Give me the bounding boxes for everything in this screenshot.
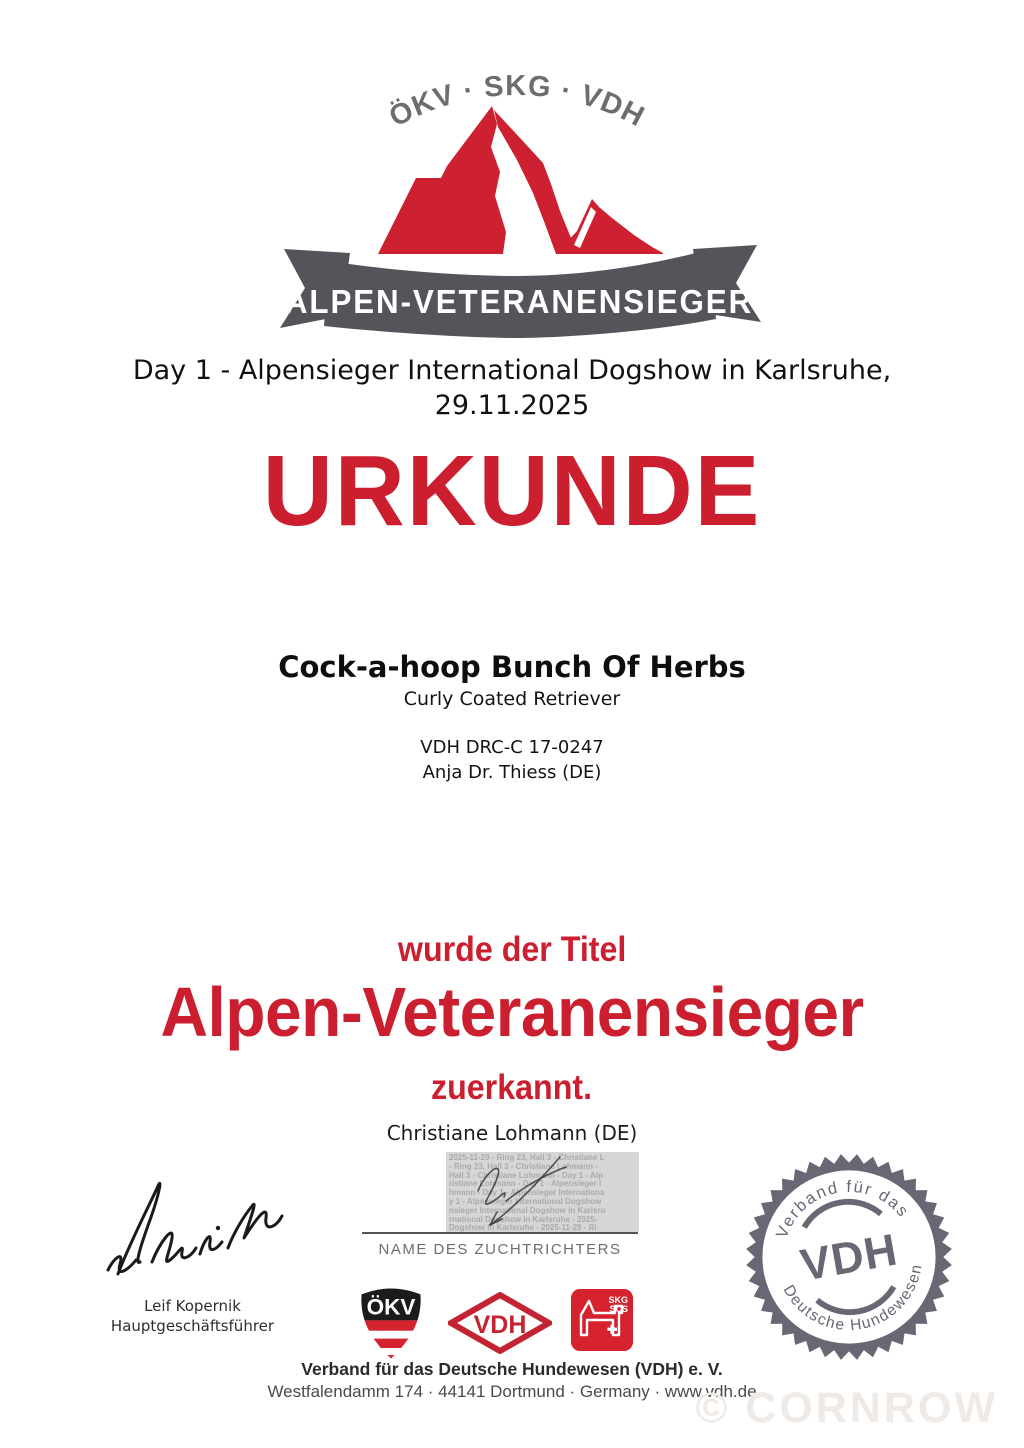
signatory-signature-icon — [98, 1172, 288, 1294]
award-outro-wrap — [0, 1068, 1024, 1108]
signatory-role: Hauptgeschäftsführer — [110, 1317, 275, 1335]
judge-signature-icon — [448, 1143, 638, 1243]
sig-watermark-line: ristiane Lohmann - Day 1 - Alpensieger I — [449, 1179, 602, 1189]
sig-watermark-line: Hall 3 - Christiane Lohmann - Day 1 - Alp — [449, 1170, 603, 1180]
signatory-name: Leif Kopernik — [144, 1297, 241, 1315]
stamp-top-text: Verband für das — [772, 1176, 914, 1241]
okv-logo-icon — [352, 1284, 430, 1362]
award-intro-wrap — [0, 930, 1024, 970]
show-line1: Day 1 - Alpensieger International Dogshow in Karlsruhe, — [132, 355, 892, 386]
dog-block — [0, 650, 1024, 783]
logo-arc-text-node — [384, 70, 650, 133]
footer-address: Westfalendamm 174 · 44141 Dortmund · Germany · www.vdh.de — [267, 1382, 757, 1401]
skg-logo-text-2: SCS — [609, 1304, 628, 1314]
dog-registration-number: VDH DRC-C 17-0247 — [420, 737, 604, 758]
dog-owner: Anja Dr. Thiess (DE) — [422, 762, 602, 783]
event-logo — [0, 0, 1024, 350]
sig-watermark-line: Dogshow in Karlsruhe - 2025-11-29 - Ri — [449, 1223, 597, 1232]
skg-logo-icon — [570, 1288, 634, 1352]
sig-watermark-line: hmann - Day 1 - Alpensieger Internationa — [449, 1188, 605, 1198]
sig-watermark-line: 2025-11-29 - Ring 23, Hall 3 - Christiane L — [449, 1153, 605, 1162]
judge-name: Christiane Lohmann (DE) — [386, 1121, 638, 1145]
sig-watermark-line: nsieger International Dogshow in Karlsru — [449, 1205, 606, 1215]
banner-text: ALPEN-VETERANENSIEGER — [284, 283, 754, 321]
award-title-wrap — [0, 973, 1024, 1051]
award-outro: zuerkannt. — [431, 1068, 593, 1107]
stamp-center-text: VDH — [796, 1224, 902, 1291]
dog-breed: Curly Coated Retriever — [403, 688, 621, 710]
sig-watermark-line: - Ring 23, Hall 3 - Christiane Lohmann - — [449, 1161, 598, 1171]
certificate-title-wrap — [0, 435, 1024, 547]
vdh-diamond-text: VDH — [473, 1311, 527, 1339]
judge-signature-rule — [362, 1232, 638, 1234]
sig-watermark-line: y 1 - Alpensieger International Dogshow — [449, 1196, 602, 1206]
skg-logo-text-1: SKG — [608, 1295, 628, 1305]
sig-watermark-line: rnational Dogshow in Karlsruhe - 2025- — [449, 1214, 598, 1224]
okv-logo-text: ÖKV — [366, 1294, 416, 1320]
stamp-bottom-text: Deutsche Hundewesen — [779, 1262, 926, 1335]
copyright-watermark: © CORNROW — [695, 1384, 998, 1432]
footer-organization: Verband für das Deutsche Hundewesen (VDH) e. V. — [301, 1359, 723, 1379]
show-header — [0, 353, 1024, 423]
vdh-stamp-icon — [742, 1150, 956, 1364]
show-line2: 29.11.2025 — [434, 390, 590, 421]
judge-label: NAME DES ZUCHTRICHTERS — [378, 1241, 622, 1258]
certificate-title: URKUNDE — [262, 435, 762, 547]
mountain-icon — [378, 106, 663, 254]
award-intro: wurde der Titel — [397, 930, 627, 969]
logo-arc-text: ÖKV · SKG · VDH — [384, 70, 650, 134]
dog-name: Cock-a-hoop Bunch Of Herbs — [278, 650, 746, 684]
award-title: Alpen-Veteranensieger — [160, 973, 864, 1051]
vdh-diamond-logo-icon — [448, 1292, 552, 1354]
